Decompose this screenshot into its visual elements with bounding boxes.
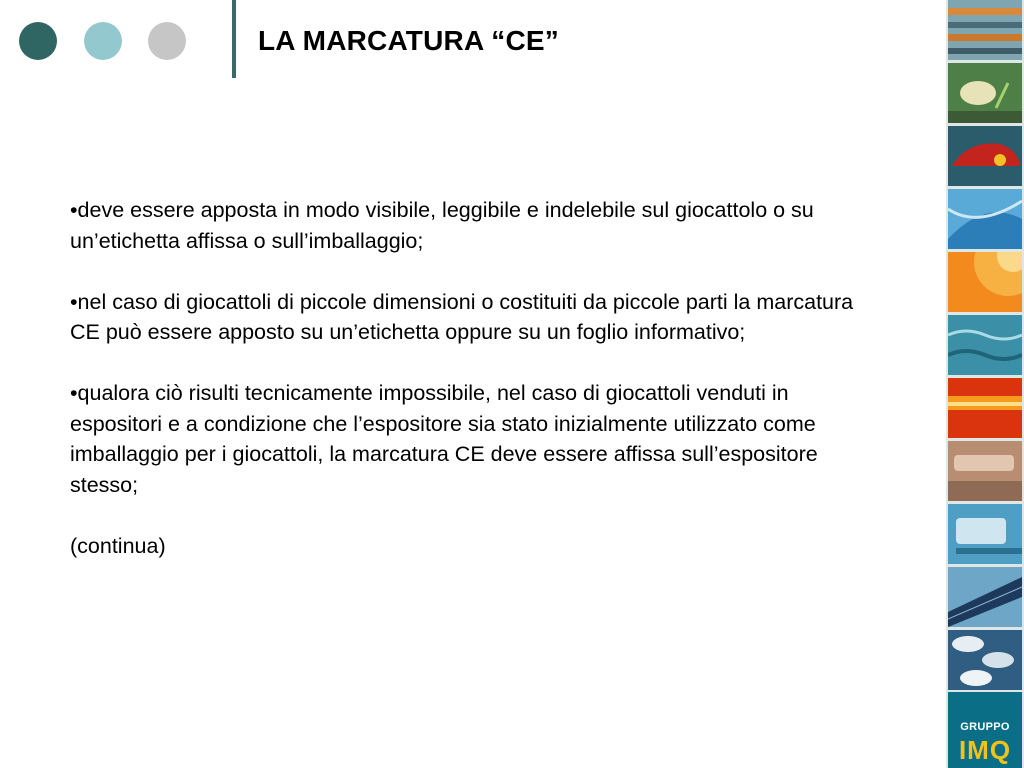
dot-light-teal (84, 22, 122, 60)
industrial-pipes-image (948, 0, 1022, 60)
orange-abstract-image (948, 252, 1022, 312)
bullet-paragraph-1: •deve essere apposta in modo visibile, leggibile e indelebile sul giocattolo o su un’etichetta affissa o sull’imballaggio; (70, 198, 814, 253)
blue-abstract-image (948, 189, 1022, 249)
dot-gray (148, 22, 186, 60)
plant-sprout-image (948, 63, 1022, 123)
slide-title: LA MARCATURA “CE” (258, 25, 559, 56)
blue-device-image (948, 504, 1022, 564)
slide-body (70, 195, 870, 592)
bullet-paragraph-2: •nel caso di giocattoli di piccole dimensioni o costituiti da piccole parti la marcatura CE può essere apposto su un’etichetta oppure su un foglio informativo; (70, 289, 854, 344)
gruppo-imq-logo (948, 692, 1022, 768)
water-surface-image (948, 315, 1022, 375)
logo-line-gruppo: GRUPPO (960, 721, 1010, 733)
solar-panels-image (948, 567, 1022, 627)
stone-texture-image (948, 441, 1022, 501)
dot-dark (19, 22, 57, 60)
fire-flame-image (948, 378, 1022, 438)
red-car-image (948, 126, 1022, 186)
title-divider-line (232, 0, 236, 78)
satellite-dishes-image (948, 630, 1022, 690)
logo-line-imq: IMQ (958, 735, 1012, 765)
continua-note: (continua) (70, 533, 166, 558)
image-strip (946, 0, 1024, 768)
bullet-paragraph-3: •qualora ciò risulti tecnicamente impossibile, nel caso di giocattoli venduti in espositori e a condizione che l’espositore sia stato inizialmente utilizzato come imballaggio per i giocattoli, la marcatura CE deve essere affissa sull’espositore stesso; (70, 381, 818, 497)
